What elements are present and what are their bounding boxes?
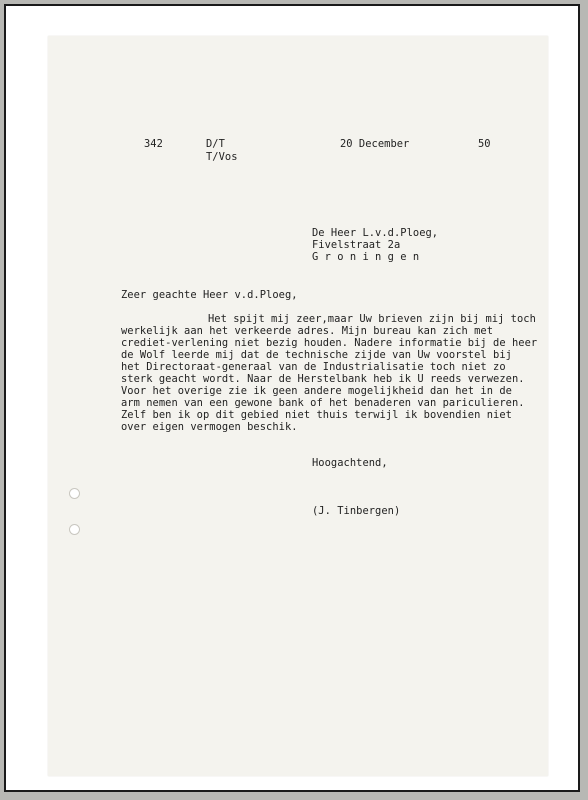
body-line: de Wolf leerde mij dat de technische zijde van Uw voorstel bij xyxy=(121,349,512,361)
reference-initials: D/T xyxy=(206,138,225,150)
body-line: Zelf ben ik op dit gebied niet thuis terwijl ik bovendien niet xyxy=(121,409,512,421)
letter-number: 342 xyxy=(144,138,163,150)
body-line: over eigen vermogen beschik. xyxy=(121,421,298,433)
letter-sheet xyxy=(48,36,548,776)
salutation: Zeer geachte Heer v.d.Ploeg, xyxy=(121,289,298,301)
recipient-name: De Heer L.v.d.Ploeg, xyxy=(312,227,439,239)
body-line: Voor het overige zie ik geen andere mogelijkheid dan het in de xyxy=(121,385,512,397)
body-line: het Directoraat-generaal van de Industrialisatie toch niet zo xyxy=(121,361,506,373)
recipient-street: Fivelstraat 2a xyxy=(312,239,401,251)
body-line: sterk geacht wordt. Naar de Herstelbank heb ik U reeds verwezen. xyxy=(121,373,525,385)
punch-hole-bottom xyxy=(69,524,80,535)
body-line: crediet-verlening niet bezig houden. Nadere informatie bij de heer xyxy=(121,337,538,349)
reference-typist: T/Vos xyxy=(206,151,238,163)
closing: Hoogachtend, xyxy=(312,457,388,469)
letter-year: 50 xyxy=(478,138,491,150)
recipient-city: G r o n i n g e n xyxy=(312,251,420,263)
letter-date: 20 December xyxy=(340,138,410,150)
body-line: Het spijt mij zeer,maar Uw brieven zijn bij mij toch xyxy=(208,313,536,325)
body-line: arm nemen van een gewone bank of het benaderen van pariculieren. xyxy=(121,397,525,409)
body-line: werkelijk aan het verkeerde adres. Mijn bureau kan zich met xyxy=(121,325,494,337)
signature-name: (J. Tinbergen) xyxy=(312,505,401,517)
document-frame xyxy=(4,4,580,792)
punch-hole-top xyxy=(69,488,80,499)
